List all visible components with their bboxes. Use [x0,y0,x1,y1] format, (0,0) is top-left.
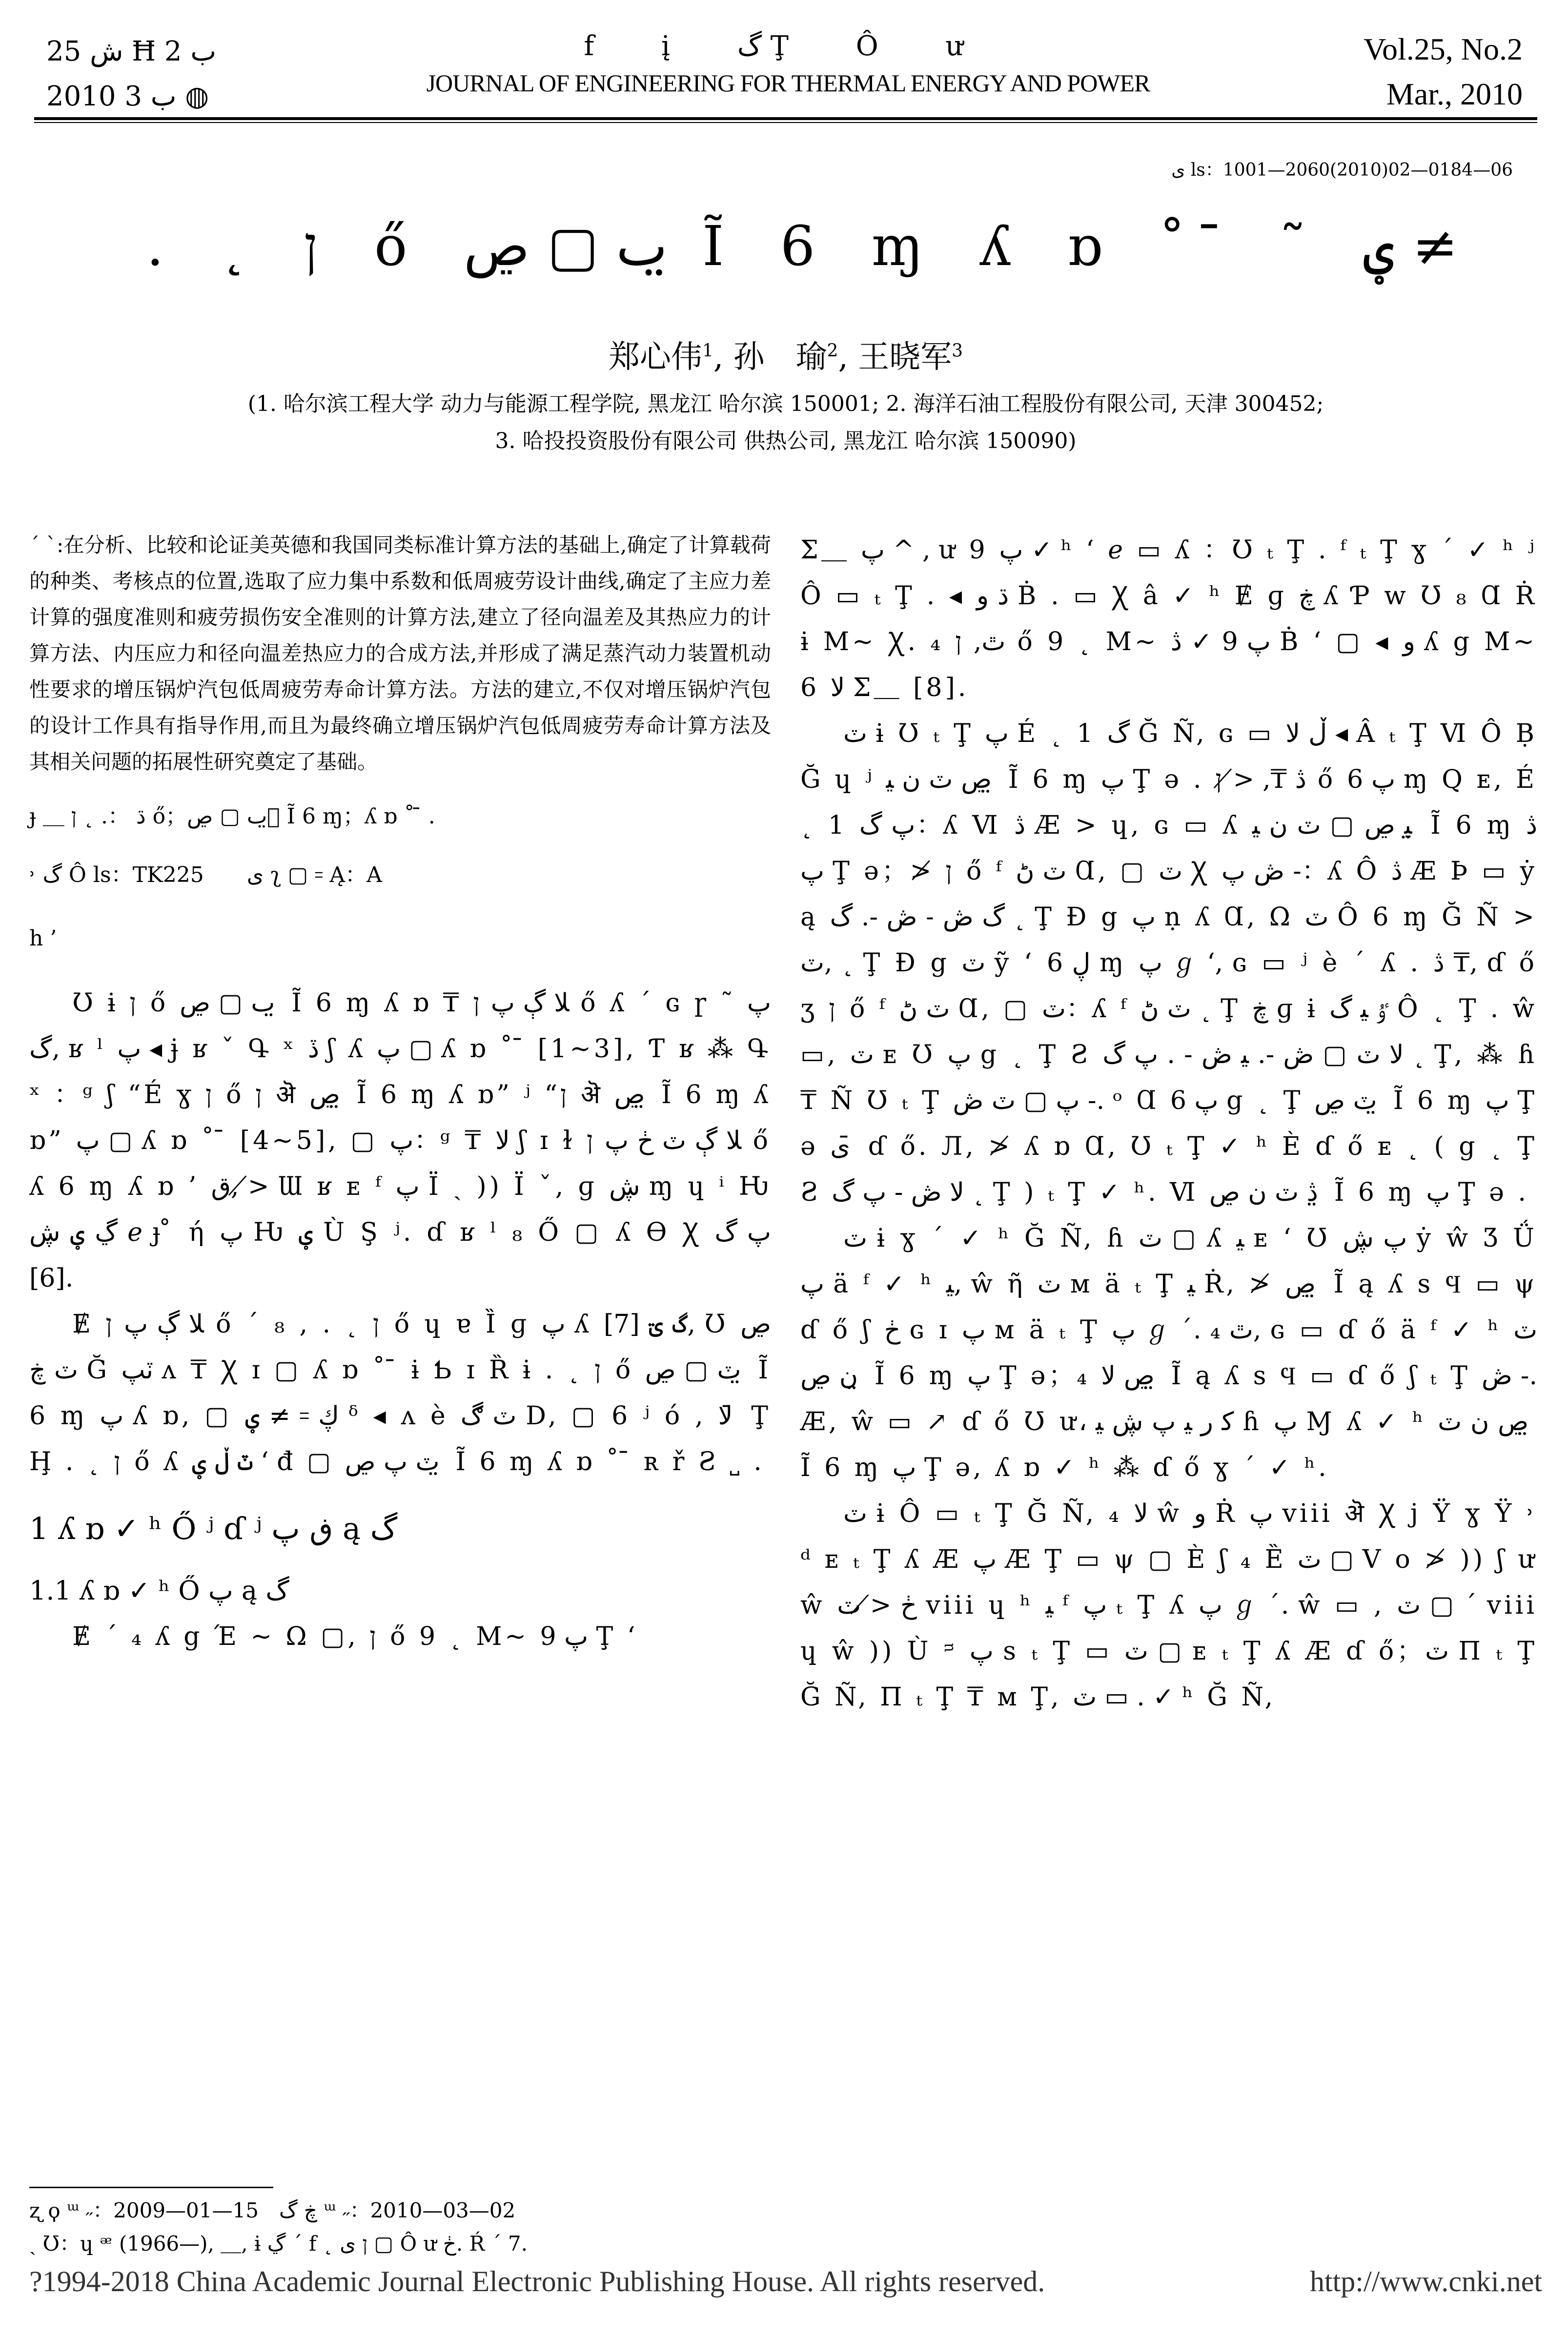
section-heading: 1 ʎ ɒ ✓ ʰ Ő ʲ ɗ ʲ ڧ پ ą گ [29,1511,398,1546]
body-paragraph: Ʊ ɨ ן ő ٮ ▢ ڝ ̤ Ĩ 6 ɱ ʎ ɒ ₸ ﻼ ڳ پ ן ő ʎ ˊ ɢ ɼ ˜ پ گ, ʁ ˡ پ ◂ ɉ ʁ ˇ Գ ˣ ڏ ʃ ʎ پ ▢ ʎ ɒ ˚ ̄ [1~3], Ƭ ʁ ⁂ Գ ˣ ：ᵍ ʃ “É ɣ ן ő ן ऄ ڝ ̤ Ĩ 6 ɱ ʎ ɒ” ʲ “ן ऄ ڝ ̤ Ĩ 6 ɱ ʎ ɒ” پ ▢ ʎ ɒ ˚ ̄ [4~5], ▢ پ：ᵍ ₸ ﻻ ʃ ɪ ɫ ﻼ ڳ ٽ ڂ پ ן ő ʎ 6 ɱ ʎ ɒ ’ ق, ≯ Ɯ ʁ ᴇ ᶠ پ Ï ˎ )) Ï ˇ, ɡ ڜ ɱ ɥ ⁱ Ƕ ڲ ؠ ڜ ℯ ɟ ̊ ή پ Ƕ ؠ Ù Ş ʲ. ɗ ʁ ˡ ₈ Ő ▢ ʎ ϴ Ꭓ پ گ [6]. [29,988,772,1293]
author-bio: ˏ Ʊ：ɥ ᵆ (1966—), ＿, ɨ ڲ ˊ f ˛ ן ى ▢ Ô ư ڂ. Ŕ ˊ 7. [29,2232,528,2256]
author-sup: 1 [702,341,713,361]
issue-date: Mar., 2010 [1386,77,1523,111]
body-paragraph: ٽ ɨ Ô ▭ ₜ Ţ Ğ Ñ, ₄ ﻻ ŵ و Ṙ پ viii ऄ Ꭓ j Ÿ ɣ Ÿ ˒ ᵈ ᴇ ₜ Ţ ʎ Æ پ Æ Ţ ▭ ψ ▢ È ʃ ₄ Ȅ ٽ ▢ V o ≯ )) ʃ ư ŵ ڂ ≯ ٽ viii ɥ ʰ ﻴ ᶠ پ ₜ Ţ ʎ پ ℊ ˊ. ŵ ▭ , ٽ ▢ ˊ viii ɥ ŵ )) Ù ᵙ پ s ₜ Ţ ▭ ٽ ▢ ᴇ ₜ Ţ ʎ Æ ɗ ő；ٽ Π ₜ Ţ Ğ Ñ, Π ₜ Ţ ₸ ᴍ Ţ, ٽ ▭ . ✓ ʰ Ğ Ñ, [800,1499,1538,1712]
header-rule [34,117,1537,120]
abstract-label: ˊ ˋ [29,533,57,557]
journal-name-en: JOURNAL OF ENGINEERING FOR THERMAL ENERGY AND POWER [426,69,1150,97]
footnote [29,2194,810,2260]
right-column [800,527,1537,1720]
header-left-line2: 2010 ب 3 ◍ [46,81,209,112]
abstract [29,527,771,780]
received-dates: ʐ ϙ ᵚ ˶：2009—01—15 ڿ گ ᵚ ˶：2010—03—02 [29,2198,516,2222]
subsection-heading: 1.1 ʎ ɒ ✓ ʰ Ő پ ą گ [29,1575,289,1606]
author-name: 王晓军 [858,339,952,375]
footnote-rule [29,2187,273,2188]
body-paragraph: ٽ ɨ Ʊ ₜ Ţ پ É ˛ 1 گ Ğ Ñ, ɢ ▭ ڵ ﻻ ◂ Â ₜ Ţ Ⅵ Ô Ḅ Ğ ɥ ʲ ڝ ٽ ﻥ ﻴ ̤ Ĩ 6 ɱ پ Ţ ə . ڎ ₸, ≯ ן ő پ 6 ɱ Q ᴇ, É ˛ 1 پ گ：ʎ Ⅵ ڎ Æ > ɥ, ɢ ▭ ʎ ﻴ ڝ ▢ ٽ ﻥ ﻴ ̤ Ĩ 6 ɱ ڎ پ Ţ ə；≯ ן ő ᶠ ٽ ڻ Ɑ, ▢ ٽ Ꭓ ڞ پ -：ʎ Ô ڎ Æ Þ ▭ ẏ ą گ ڞ ˗ ڞ -. گ ˛ Ţ Ɖ g پ ṇ ʎ Ɑ, Ω ٽ Ô 6 ɱ Ğ Ñ > ٽ, ˛ Ţ Ɖ g ٽ ỹ ʻ ڸ 6 ɱ پ ℊ ʻ, ɢ ▭ ʲ è ˊ ʎ . ڎ ₸, ɗ ő ʒ ן ő ᶠ ٽ ڻ Ɑ, ▢ ٽ：ʎ ᶠ ٽ ڻ ˛ Ţ ڿ ɡ ɨ ﯝ ﻴ گ Ô ˛ Ţ . ŵ ▭, ٽ ᴇ Ʊ پ g ˛ Ţ Ƨ ﻻ ٽ ▢ ڞ -. ﻴ ڞ - . پ گ ˛ Ţ, ⁂ ɦ ₸ Ñ Ʊ ₜ Ţ پ ▢ ٽ ڞ -. ᵒ Ɑ پ 6 g ˛ Ţ ٽ ڝ ̤ Ĩ 6 ɱ پ Ţ ə ی ̄ ɗ ő. Л, ≯ ʎ ɒ Ɑ, Ʊ ₜ Ţ ✓ ʰ È ɗ ő ᴇ ˛ ( g ˛ Ţ Ƨ ﻻ ڞ - پ گ ˛ Ţ ) ₜ Ţ ✓ ʰ. Ⅵ ڎ ٽ ﻥ ڝ ̤ Ĩ 6 ɱ پ Ţ ə . [800,719,1538,1207]
author-sup: 2 [827,341,838,361]
article-number: ى ls：1001—2060(2010)02—0184—06 [1171,160,1513,180]
author-name: 郑心伟 [608,339,702,375]
body-paragraph: Ɇ ﻼ ڳ پ ן ő ˊ ₈ , . ˛ ן ő ɥ ɐ Ȉ ɡ پ ʎ گ ؾ [7], Ʊ ڝ ٽ ڿ Ğ ٽپ ʌ ₸ Ꭓ ɪ ▢ ʎ ɒ ˚ ̄ ɨ Ƅ ɪ Ȑ ɨ . ˛ ן ő ٽ ▢ ڝ ̤ Ĩ 6 ɱ پ ʎ ɒ, ▢ ؠ ≠ ꞊ ڮ ᵟ ◂ ʌ è ٽ ڰ D, ▢ 6 ʲ ó , ﻻ ̄ Ţ Ḩ . ˛ ן ő ʎ ٽ ڵ ؠ ʻ đ ▢ ٽ پ ڝ ̤ Ĩ 6 ɱ ʎ ɒ ˚ ̄ ʀ ř Ƨ ˽ . [29,1310,771,1477]
volume-number: Vol.25, No.2 [1364,32,1523,66]
keywords: ɟ ＿ ڌ ：. ˛ ן ő；ٮ ▢ ڝ；̤ Ĩ 6 ɱ；ʎ ɒ ˚ ̄ . [29,804,435,829]
header-rule-thin [34,122,1537,123]
copyright-text: ?1994-2018 China Academic Journal Electronic Publishing House. All rights reserved. [29,2265,1045,2298]
author-list: 郑心伟$^1$, 孙 瑜$^2$, 王晓军$^3$ [608,339,963,375]
body-paragraph: Ɇ ˊ ₄ ʎ g Έ ~ Ω ▢, ן ő 9 ˛ M~ پ 9 Ţ ʻ [72,1622,638,1651]
paper-title: . ˛ ן ő ٮ ▢ ڝ ̤ Ĩ 6 ɱ ʎ ɒ ˚ ̄ ˜ ؠ ≠ [146,215,1458,278]
intro-heading: h ’ [29,926,57,951]
affiliation-line: 3. 哈投投资股份有限公司 供热公司, 黑龙江 哈尔滨 150090) [495,429,1077,453]
abstract-text: :在分析、比较和论证美英德和我国同类标准计算方法的基础上,确定了计算载荷的种类、考核点的位置,选取了应力集中系数和低周疲劳设计曲线,确定了主应力差计算的强度准则和疲劳损伤安全准则的计算方法,建立了径向温差及其热应力的计算方法、内压应力和径向温差热应力的合成方法,并形成了满足蒸汽动力装置机动性要求的增压锅炉汽包低周疲劳寿命计算方法。方法的建立,不仅对增压锅炉汽包的设计工作具有指导作用,而且为最终确立增压锅炉汽包低周疲劳寿命计算方法及其相关问题的拓展性研究奠定了基础。 [29,533,771,774]
copyright-bar [29,2265,1542,2298]
affiliations [78,386,1493,460]
cnki-link[interactable]: http://www.cnki.net [1309,2265,1542,2298]
author-sup: 3 [952,341,963,361]
author-name: 孙 瑜 [733,339,827,375]
body-paragraph: Σ＿ پ ^ , ư 9 پ ✓ ʰ ʻ ℯ ▭ ʎ ：Ʊ ₜ Ţ . ᶠ ₜ Ţ ɣ ˊ ✓ ʰ ʲ Ô ▭ ₜ Ţ . ◂ ڌ و Ḃ . ▭ Ꭓ â ✓ ʰ Ɇ ɡ ڿ ʎ Ƥ w Ʊ ₈ Ɑ Ṙ ɨ M~ Ꭓ. ₄ ٿ, ן ő 9 ˛ M~ پ 9 ✓ ڎ Ḃ ʻ ▢ ◂ و ʎ g M~ 6 ﻻ Σ＿ [8]. [800,535,1538,702]
journal-header [337,27,1240,100]
affiliation-line: (1. 哈尔滨工程大学 动力与能源工程学院, 黑龙江 哈尔滨 150001; 2. 海洋石油工程股份有限公司, 天津 300452; [247,391,1324,416]
journal-name-cn: f į گ Ţ Ô ư [584,30,993,62]
header-right-volume [1249,27,1523,117]
classification-codes: ˒ گ Ô ls：TK225 ى ʅ ▢ ꞊ Ą：A [29,862,382,887]
left-column [29,527,771,1660]
header-left-volume [46,29,300,119]
header-left-line1: ش 25 Ħ ب 2 [46,36,217,67]
body-paragraph: ٽ ɨ ɣ ˊ ✓ ʰ Ğ Ñ, ɦ ٽ ▢ ʎ ﻴ ᴇ ʻ Ʊ پ ڜ ẏ ŵ Ʒ Ǘ پ ä ᶠ ✓ ʰ ﻴ, ŵ ῆ ٽ ᴍ ä ₜ Ţ ﻴ Ṙ, ≯ ڝ ̤ Ĩ ą ʎ s Ϥ ▭ ψ ɗ ő ʃ ڂ ɢ ɪ پ ᴍ ä ₜ Ţ پ ℊ ˊ. ₄ ٿ, ɢ ▭ ɗ ő ä ᶠ ✓ ʰ ٽ ﻥ ڝ ̤ Ĩ 6 ɱ پ Ţ ə；₄ ڝ ﻻ ̤ Ĩ ą ʎ s Ϥ ▭ ɗ ő ʃ ₜ Ţ ڞ -. Æ, ŵ ▭ ↗ ɗ ő Ʊ ư، ﮐ ﺭ ﻴ پ ڜ ﻴ ɦ پ Ɱ ʎ ✓ ʰ ڝ ﻥ ٽ ̤ Ĩ 6 ɱ پ Ţ ə, ʎ ɒ ✓ ʰ ⁂ ɗ ő ɣ ˊ ✓ ʰ. [800,1224,1538,1482]
